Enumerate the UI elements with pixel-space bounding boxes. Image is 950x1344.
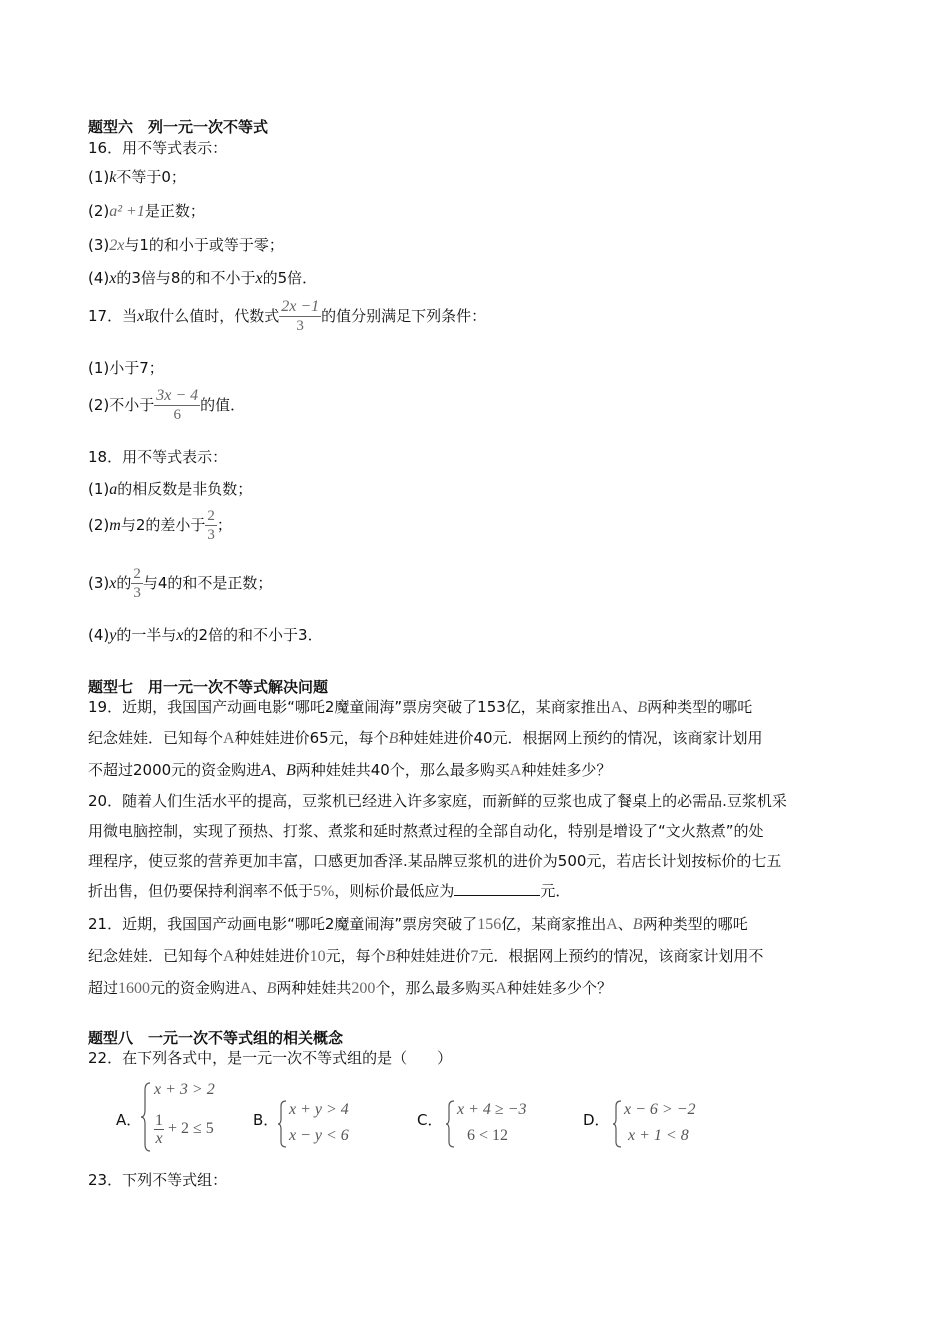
q18-part1: (1)a的相反数是非负数； xyxy=(88,480,253,498)
q21-line3: 超过1600元的资金购进A、B两种娃娃共200个，那么最多购买A种娃娃多少个？ xyxy=(88,979,612,997)
q23-stem: 23．下列不等式组： xyxy=(88,1171,228,1189)
q22-stem: 22．在下列各式中，是一元一次不等式组的是（ ） xyxy=(88,1049,453,1067)
option-b-row1: x + y > 4 xyxy=(289,1101,349,1118)
q17-part2: (2)不小于 $\frac{3x - 4}{6}$ 的值． xyxy=(88,387,246,423)
q20-line4: 折出售，但仍要保持利润率不低于5%，则标价最低应为 元． xyxy=(88,882,571,900)
answer-blank[interactable] xyxy=(454,881,540,896)
q20-line2: 用微电脑控制，实现了预热、打浆、煮浆和延时熬煮过程的全部自动化，特别是增设了“文火熬煮”的处 xyxy=(88,822,764,840)
q19-line1: 19．近期，我国国产动画电影“哪吒2魔童闹海”票房突破了153亿，某商家推出A、B两种类型的哪吒 xyxy=(88,698,753,716)
option-c-row2: 6 < 12 xyxy=(467,1127,509,1144)
option-c-row1: x + 4 ≥ −3 xyxy=(457,1101,527,1118)
q21-line2: 纪念娃娃．已知每个A种娃娃进价10元，每个B种娃娃进价7元．根据网上预约的情况，该商家计划用不 xyxy=(88,947,764,965)
section-title-7: 题型七 用一元一次不等式解决问题 xyxy=(88,678,329,696)
option-b-label[interactable]: B． xyxy=(253,1111,279,1129)
q18-part3: (3)x的 $\frac{2}{3}$ 与4的和不是正数； xyxy=(88,566,273,601)
q18-part3-fraction: $\frac{2}{3}$ xyxy=(133,566,141,601)
q18-part2: (2)m与2的差小于 $\frac{2}{3}$ ； xyxy=(88,508,232,543)
option-d-label[interactable]: D． xyxy=(583,1111,610,1129)
q16-part4: (4)x的3倍与8的和不小于x的5倍． xyxy=(88,269,318,287)
q16-stem: 16．用不等式表示： xyxy=(88,139,228,157)
q17-part1: (1)小于7； xyxy=(88,359,164,377)
q18-stem: 18．用不等式表示： xyxy=(88,448,228,466)
option-d-row2: x + 1 < 8 xyxy=(628,1127,689,1144)
q18-part4: (4)y的一半与x的2倍的和不小于3． xyxy=(88,626,323,644)
q17-fraction: $\frac{2x -1}{3}$ xyxy=(281,298,320,334)
option-c-label[interactable]: C． xyxy=(417,1111,443,1129)
option-b-row2: x − y < 6 xyxy=(289,1127,349,1144)
left-brace-icon xyxy=(140,1082,152,1152)
section-title-8: 题型八 一元一次不等式组的相关概念 xyxy=(88,1029,344,1047)
left-brace-icon xyxy=(612,1100,622,1148)
q17-part2-fraction: $\frac{3x - 4}{6}$ xyxy=(156,387,199,423)
q20-line1: 20．随着人们生活水平的提高，豆浆机已经进入许多家庭，而新鲜的豆浆也成了餐桌上的必需品.豆浆机采 xyxy=(88,792,787,810)
left-brace-icon xyxy=(277,1100,287,1148)
q19-line2: 纪念娃娃．已知每个A种娃娃进价65元，每个B种娃娃进价40元．根据网上预约的情况，该商家计划用 xyxy=(88,729,763,747)
q21-line1: 21．近期，我国国产动画电影“哪吒2魔童闹海”票房突破了156亿，某商家推出A、B两种类型的哪吒 xyxy=(88,915,748,933)
q16-part2: (2)a² +1是正数； xyxy=(88,202,205,220)
option-d-row1: x − 6 > −2 xyxy=(624,1101,696,1118)
q16-part1: (1)k不等于0； xyxy=(88,168,186,186)
q17-stem: 17．当x取什么值时，代数式 $\frac{2x -1}{3}$ 的值分别满足下列条件： xyxy=(88,298,487,334)
section-title-6: 题型六 列一元一次不等式 xyxy=(88,118,269,136)
q16-part3: (3)2x与1的和小于或等于零； xyxy=(88,236,284,254)
q20-line3: 理程序，使豆浆的营养更加丰富，口感更加香泽.某品牌豆浆机的进价为500元，若店长计划按标价的七五 xyxy=(88,852,782,870)
option-a-label[interactable]: A． xyxy=(116,1111,142,1129)
q18-part2-fraction: $\frac{2}{3}$ xyxy=(207,508,215,543)
left-brace-icon xyxy=(445,1100,455,1148)
q19-line3: 不超过2000元的资金购进A、B两种娃娃共40个，那么最多购买A种娃娃多少？ xyxy=(88,761,612,779)
